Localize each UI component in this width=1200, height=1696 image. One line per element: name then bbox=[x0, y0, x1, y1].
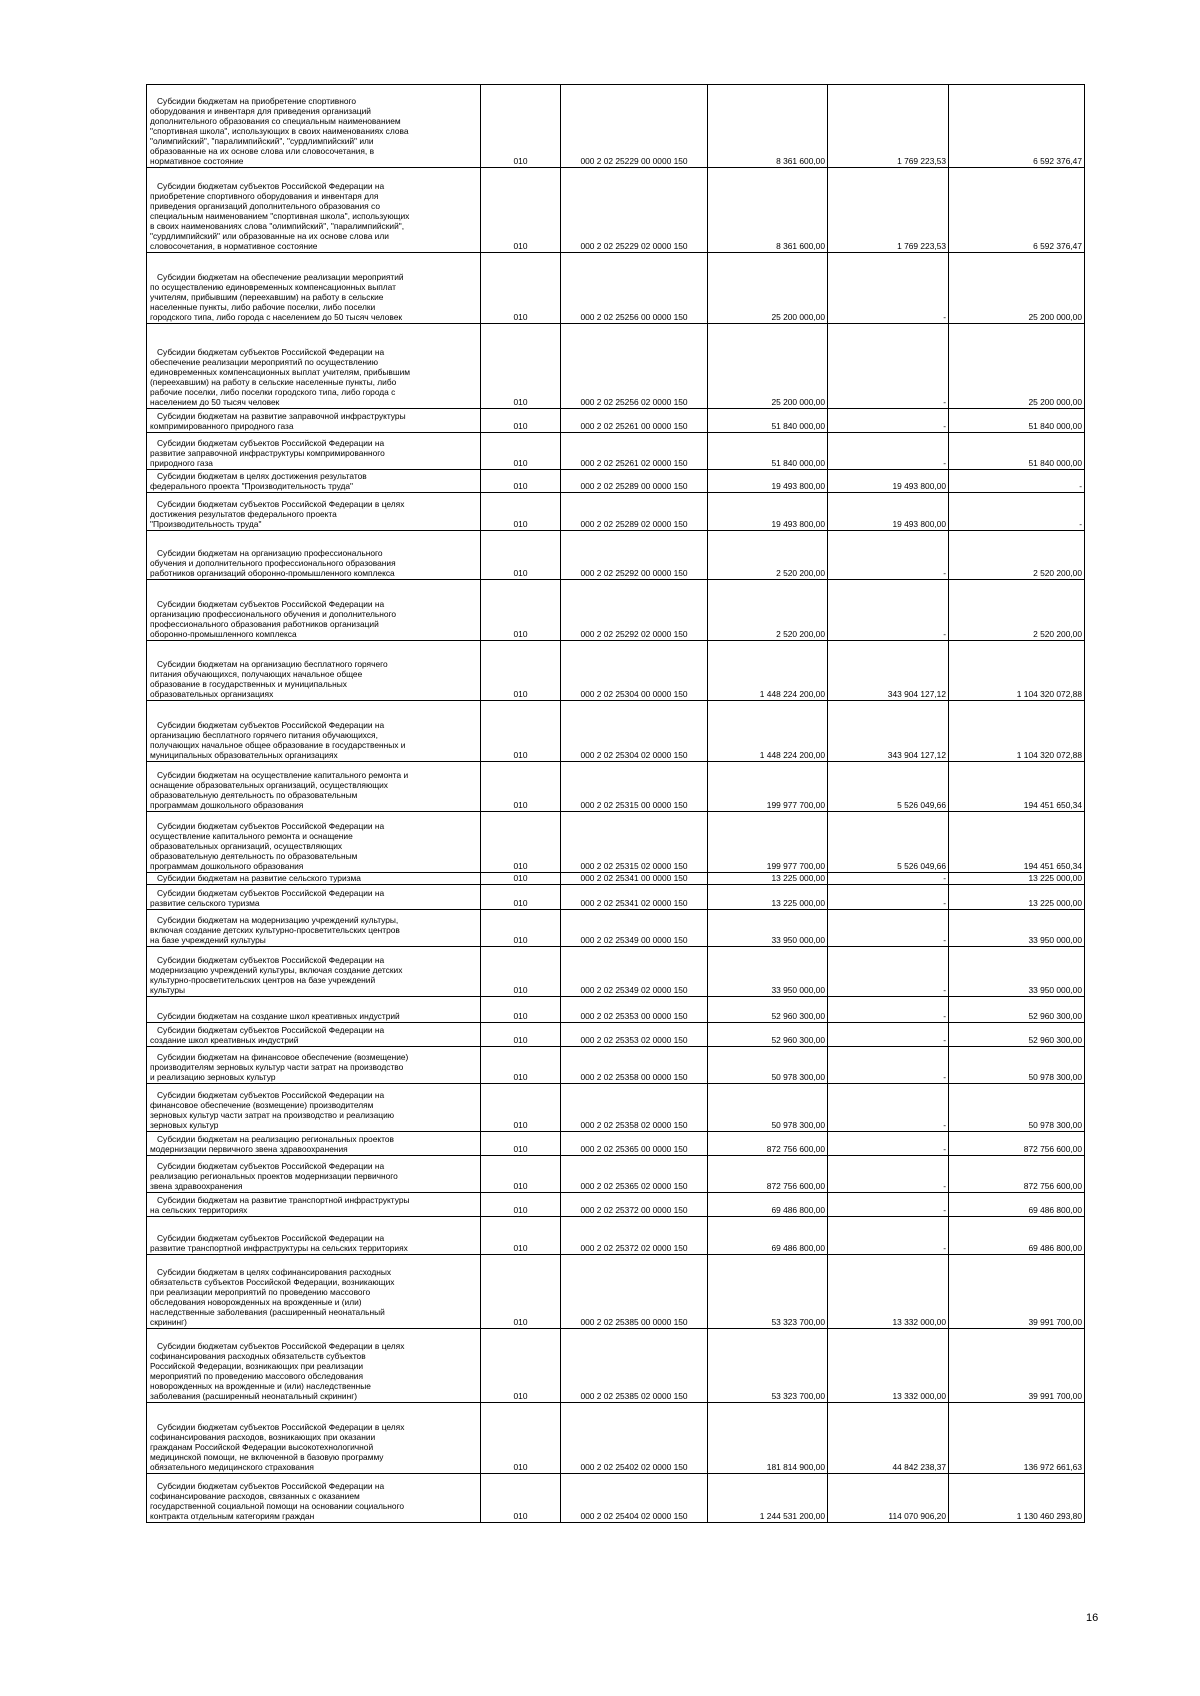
row-approved-cell: 1 448 224 200,00 bbox=[708, 701, 828, 762]
row-approved-cell: 1 244 531 200,00 bbox=[708, 1474, 828, 1523]
row-remaining-cell: 39 991 700,00 bbox=[949, 1329, 1085, 1403]
row-name-text: Субсидии бюджетам на создание школ креативных индустрий bbox=[157, 1011, 400, 1021]
row-name-text: Субсидии бюджетам на развитие заправочной инфраструктуры компримированного природного газа bbox=[150, 411, 406, 431]
row-name-text: Субсидии бюджетам субъектов Российской Федерации в целях софинансирования расходов, возникающих при оказании гражданам Российской Федерации высокотехнологичной медицинской помощи, не включенной в базовую программу обязательного медицинского страхования bbox=[150, 1422, 405, 1472]
row-remaining-cell: 52 960 300,00 bbox=[949, 1023, 1085, 1047]
row-name-cell bbox=[147, 1156, 481, 1193]
row-name-text: Субсидии бюджетам на организацию профессионального обучения и дополнительного профессионального образования работников организаций оборонно-промышленного комплекса bbox=[150, 548, 396, 578]
row-name-text: Субсидии бюджетам субъектов Российской Федерации на развитие транспортной инфраструктуры на сельских территориях bbox=[150, 1233, 408, 1253]
row-name-text: Субсидии бюджетам в целях софинансирования расходных обязательств субъектов Российской Федерации, возникающих при реализации мероприятий по проведению массового обследования новорожденных на врожденные и (или) наследственные заболевания (расширенный неонатальный скрининг) bbox=[150, 1267, 395, 1327]
row-kbk-cell: 000 2 02 25341 02 0000 150 bbox=[561, 885, 708, 910]
row-kbk-cell: 000 2 02 25349 00 0000 150 bbox=[561, 910, 708, 947]
row-name-cell bbox=[147, 885, 481, 910]
row-name-cell bbox=[147, 762, 481, 812]
row-code-cell: 010 bbox=[481, 1193, 561, 1217]
table-row bbox=[147, 885, 1085, 910]
row-remaining-cell: 194 451 650,34 bbox=[949, 812, 1085, 873]
row-executed-cell: - bbox=[828, 580, 949, 641]
row-approved-cell: 69 486 800,00 bbox=[708, 1217, 828, 1255]
row-code-cell: 010 bbox=[481, 1023, 561, 1047]
row-code-cell: 010 bbox=[481, 701, 561, 762]
row-name-cell bbox=[147, 997, 481, 1023]
row-remaining-cell: 39 991 700,00 bbox=[949, 1255, 1085, 1329]
row-executed-cell: - bbox=[828, 885, 949, 910]
row-remaining-cell: 33 950 000,00 bbox=[949, 910, 1085, 947]
row-code-cell: 010 bbox=[481, 1474, 561, 1523]
row-approved-cell: 25 200 000,00 bbox=[708, 253, 828, 324]
row-executed-cell: - bbox=[828, 433, 949, 470]
row-kbk-cell: 000 2 02 25292 02 0000 150 bbox=[561, 580, 708, 641]
table-row bbox=[147, 1023, 1085, 1047]
row-approved-cell: 1 448 224 200,00 bbox=[708, 641, 828, 701]
row-remaining-cell: - bbox=[949, 493, 1085, 531]
row-code-cell: 010 bbox=[481, 324, 561, 409]
table-row bbox=[147, 641, 1085, 701]
row-code-cell: 010 bbox=[481, 947, 561, 997]
row-code-cell: 010 bbox=[481, 409, 561, 433]
row-name-text: Субсидии бюджетам субъектов Российской Федерации на развитие заправочной инфраструктуры компримированного природного газа bbox=[150, 438, 385, 468]
row-code-cell: 010 bbox=[481, 1132, 561, 1156]
row-remaining-cell: 1 104 320 072,88 bbox=[949, 641, 1085, 701]
table-row bbox=[147, 168, 1085, 253]
row-approved-cell: 53 323 700,00 bbox=[708, 1255, 828, 1329]
row-remaining-cell: 6 592 376,47 bbox=[949, 85, 1085, 168]
row-name-cell bbox=[147, 580, 481, 641]
row-name-text: Субсидии бюджетам на финансовое обеспечение (возмещение) производителям зерновых культур части затрат на производство и реализацию зерновых культур bbox=[150, 1052, 409, 1082]
row-name-text: Субсидии бюджетам субъектов Российской Федерации на организацию бесплатного горячего питания обучающихся, получающих начальное общее образование в государственных и муниципальных образовательных организациях bbox=[150, 720, 406, 760]
row-executed-cell: - bbox=[828, 1156, 949, 1193]
row-code-cell: 010 bbox=[481, 1047, 561, 1084]
row-name-cell bbox=[147, 701, 481, 762]
table-row bbox=[147, 910, 1085, 947]
row-executed-cell: - bbox=[828, 873, 949, 885]
row-executed-cell: 44 842 238,37 bbox=[828, 1403, 949, 1474]
row-kbk-cell: 000 2 02 25304 02 0000 150 bbox=[561, 701, 708, 762]
row-remaining-cell: 2 520 200,00 bbox=[949, 531, 1085, 580]
table-row bbox=[147, 493, 1085, 531]
row-approved-cell: 25 200 000,00 bbox=[708, 324, 828, 409]
row-executed-cell: 114 070 906,20 bbox=[828, 1474, 949, 1523]
row-name-cell bbox=[147, 947, 481, 997]
row-name-cell bbox=[147, 1047, 481, 1084]
row-executed-cell: - bbox=[828, 1217, 949, 1255]
row-remaining-cell: 51 840 000,00 bbox=[949, 433, 1085, 470]
row-remaining-cell: 194 451 650,34 bbox=[949, 762, 1085, 812]
row-executed-cell: - bbox=[828, 947, 949, 997]
row-name-text: Субсидии бюджетам на осуществление капитального ремонта и оснащение образовательных организаций, осуществляющих образовательную деятельность по образовательным программам дошкольного образования bbox=[150, 770, 409, 810]
row-executed-cell: 13 332 000,00 bbox=[828, 1329, 949, 1403]
row-remaining-cell: 50 978 300,00 bbox=[949, 1084, 1085, 1132]
table-row bbox=[147, 1217, 1085, 1255]
table-row bbox=[147, 1403, 1085, 1474]
row-name-cell bbox=[147, 1217, 481, 1255]
row-remaining-cell: 872 756 600,00 bbox=[949, 1132, 1085, 1156]
row-executed-cell: 5 526 049,66 bbox=[828, 812, 949, 873]
row-remaining-cell: 25 200 000,00 bbox=[949, 253, 1085, 324]
row-kbk-cell: 000 2 02 25315 00 0000 150 bbox=[561, 762, 708, 812]
row-executed-cell: 1 769 223,53 bbox=[828, 168, 949, 253]
row-approved-cell: 69 486 800,00 bbox=[708, 1193, 828, 1217]
row-executed-cell: - bbox=[828, 910, 949, 947]
row-remaining-cell: 6 592 376,47 bbox=[949, 168, 1085, 253]
row-code-cell: 010 bbox=[481, 470, 561, 493]
row-code-cell: 010 bbox=[481, 493, 561, 531]
row-name-cell bbox=[147, 433, 481, 470]
row-kbk-cell: 000 2 02 25256 00 0000 150 bbox=[561, 253, 708, 324]
row-name-cell bbox=[147, 470, 481, 493]
row-name-cell bbox=[147, 85, 481, 168]
row-remaining-cell: 872 756 600,00 bbox=[949, 1156, 1085, 1193]
table-row bbox=[147, 433, 1085, 470]
row-remaining-cell: 1 104 320 072,88 bbox=[949, 701, 1085, 762]
row-code-cell: 010 bbox=[481, 910, 561, 947]
row-remaining-cell: 50 978 300,00 bbox=[949, 1047, 1085, 1084]
table-row bbox=[147, 873, 1085, 885]
row-name-cell bbox=[147, 1084, 481, 1132]
row-name-text: Субсидии бюджетам субъектов Российской Федерации на финансовое обеспечение (возмещение) производителям зерновых культур части затрат на производство и реализацию зерновых культур bbox=[150, 1090, 395, 1130]
row-executed-cell: 19 493 800,00 bbox=[828, 493, 949, 531]
table-row bbox=[147, 1156, 1085, 1193]
row-executed-cell: - bbox=[828, 409, 949, 433]
row-name-cell bbox=[147, 493, 481, 531]
row-approved-cell: 52 960 300,00 bbox=[708, 997, 828, 1023]
row-name-text: Субсидии бюджетам на развитие транспортной инфраструктуры на сельских территориях bbox=[150, 1195, 410, 1215]
row-name-text: Субсидии бюджетам субъектов Российской Федерации на создание школ креативных индустрий bbox=[150, 1025, 385, 1045]
row-code-cell: 010 bbox=[481, 997, 561, 1023]
row-approved-cell: 19 493 800,00 bbox=[708, 493, 828, 531]
row-name-cell bbox=[147, 641, 481, 701]
row-name-text: Субсидии бюджетам субъектов Российской Федерации на обеспечение реализации мероприятий по осуществлению единовременных компенсационных выплат учителям, прибывшим (переехавшим) на работу в сельские населенные пункты, либо рабочие поселки, либо поселки городского типа, либо города с населением до 50 тысяч человек bbox=[150, 347, 411, 407]
table-row bbox=[147, 1329, 1085, 1403]
row-kbk-cell: 000 2 02 25353 00 0000 150 bbox=[561, 997, 708, 1023]
row-name-cell bbox=[147, 1193, 481, 1217]
row-approved-cell: 181 814 900,00 bbox=[708, 1403, 828, 1474]
table-row bbox=[147, 324, 1085, 409]
table-row bbox=[147, 580, 1085, 641]
budget-revenue-table bbox=[146, 84, 1085, 1523]
table-row bbox=[147, 531, 1085, 580]
row-name-cell bbox=[147, 531, 481, 580]
row-executed-cell: 343 904 127,12 bbox=[828, 641, 949, 701]
row-name-text: Субсидии бюджетам на реализацию региональных проектов модернизации первичного звена здравоохранения bbox=[150, 1134, 394, 1154]
row-remaining-cell: 33 950 000,00 bbox=[949, 947, 1085, 997]
row-approved-cell: 2 520 200,00 bbox=[708, 531, 828, 580]
row-code-cell: 010 bbox=[481, 1217, 561, 1255]
row-executed-cell: - bbox=[828, 1084, 949, 1132]
row-name-cell bbox=[147, 324, 481, 409]
row-code-cell: 010 bbox=[481, 1255, 561, 1329]
row-executed-cell: 5 526 049,66 bbox=[828, 762, 949, 812]
row-name-text: Субсидии бюджетам в целях достижения результатов федерального проекта "Производительность труда" bbox=[150, 471, 367, 491]
row-remaining-cell: 13 225 000,00 bbox=[949, 873, 1085, 885]
row-kbk-cell: 000 2 02 25358 02 0000 150 bbox=[561, 1084, 708, 1132]
row-approved-cell: 19 493 800,00 bbox=[708, 470, 828, 493]
row-approved-cell: 13 225 000,00 bbox=[708, 873, 828, 885]
table-row bbox=[147, 997, 1085, 1023]
row-code-cell: 010 bbox=[481, 85, 561, 168]
row-kbk-cell: 000 2 02 25304 00 0000 150 bbox=[561, 641, 708, 701]
row-kbk-cell: 000 2 02 25292 00 0000 150 bbox=[561, 531, 708, 580]
row-kbk-cell: 000 2 02 25365 02 0000 150 bbox=[561, 1156, 708, 1193]
row-name-cell bbox=[147, 1403, 481, 1474]
row-kbk-cell: 000 2 02 25229 02 0000 150 bbox=[561, 168, 708, 253]
row-name-cell bbox=[147, 1255, 481, 1329]
row-kbk-cell: 000 2 02 25353 02 0000 150 bbox=[561, 1023, 708, 1047]
table-row bbox=[147, 1255, 1085, 1329]
row-approved-cell: 51 840 000,00 bbox=[708, 409, 828, 433]
row-approved-cell: 51 840 000,00 bbox=[708, 433, 828, 470]
row-name-cell bbox=[147, 873, 481, 885]
row-approved-cell: 52 960 300,00 bbox=[708, 1023, 828, 1047]
row-name-text: Субсидии бюджетам субъектов Российской Федерации на реализацию региональных проектов модернизации первичного звена здравоохранения bbox=[150, 1161, 398, 1191]
table-row bbox=[147, 947, 1085, 997]
row-kbk-cell: 000 2 02 25289 02 0000 150 bbox=[561, 493, 708, 531]
row-kbk-cell: 000 2 02 25372 02 0000 150 bbox=[561, 1217, 708, 1255]
row-code-cell: 010 bbox=[481, 433, 561, 470]
row-approved-cell: 33 950 000,00 bbox=[708, 947, 828, 997]
row-remaining-cell: 69 486 800,00 bbox=[949, 1193, 1085, 1217]
row-remaining-cell: 136 972 661,63 bbox=[949, 1403, 1085, 1474]
row-executed-cell: - bbox=[828, 1023, 949, 1047]
row-code-cell: 010 bbox=[481, 873, 561, 885]
row-approved-cell: 8 361 600,00 bbox=[708, 168, 828, 253]
row-remaining-cell: 2 520 200,00 bbox=[949, 580, 1085, 641]
row-executed-cell: - bbox=[828, 531, 949, 580]
row-kbk-cell: 000 2 02 25385 02 0000 150 bbox=[561, 1329, 708, 1403]
row-name-text: Субсидии бюджетам субъектов Российской Федерации в целях софинансирования расходных обязательств субъектов Российской Федерации, возникающих при реализации мероприятий по проведению массового обследования новорожденных на врожденные и (или) наследственные заболевания (расширенный неонатальный скрининг) bbox=[150, 1341, 405, 1401]
row-kbk-cell: 000 2 02 25404 02 0000 150 bbox=[561, 1474, 708, 1523]
row-approved-cell: 50 978 300,00 bbox=[708, 1047, 828, 1084]
row-name-text: Субсидии бюджетам субъектов Российской Федерации на организацию профессионального обучения и дополнительного профессионального образования работников организаций оборонно-промышленного комплекса bbox=[150, 599, 397, 639]
row-name-text: Субсидии бюджетам субъектов Российской Федерации на софинансирование расходов, связанных с оказанием государственной социальной помощи на основании социального контракта отдельным категориям граждан bbox=[150, 1481, 405, 1521]
row-remaining-cell: 25 200 000,00 bbox=[949, 324, 1085, 409]
row-kbk-cell: 000 2 02 25289 00 0000 150 bbox=[561, 470, 708, 493]
row-kbk-cell: 000 2 02 25358 00 0000 150 bbox=[561, 1047, 708, 1084]
row-remaining-cell: 1 130 460 293,80 bbox=[949, 1474, 1085, 1523]
row-code-cell: 010 bbox=[481, 580, 561, 641]
row-kbk-cell: 000 2 02 25229 00 0000 150 bbox=[561, 85, 708, 168]
row-code-cell: 010 bbox=[481, 1084, 561, 1132]
table-row bbox=[147, 1047, 1085, 1084]
row-code-cell: 010 bbox=[481, 812, 561, 873]
table-row bbox=[147, 812, 1085, 873]
row-name-cell bbox=[147, 812, 481, 873]
row-kbk-cell: 000 2 02 25365 00 0000 150 bbox=[561, 1132, 708, 1156]
row-approved-cell: 33 950 000,00 bbox=[708, 910, 828, 947]
row-kbk-cell: 000 2 02 25341 00 0000 150 bbox=[561, 873, 708, 885]
table-row bbox=[147, 1193, 1085, 1217]
row-name-cell bbox=[147, 1329, 481, 1403]
row-code-cell: 010 bbox=[481, 1403, 561, 1474]
row-approved-cell: 8 361 600,00 bbox=[708, 85, 828, 168]
row-kbk-cell: 000 2 02 25349 02 0000 150 bbox=[561, 947, 708, 997]
table-row bbox=[147, 1474, 1085, 1523]
row-code-cell: 010 bbox=[481, 531, 561, 580]
row-name-text: Субсидии бюджетам на развитие сельского туризма bbox=[157, 873, 361, 883]
row-kbk-cell: 000 2 02 25315 02 0000 150 bbox=[561, 812, 708, 873]
row-kbk-cell: 000 2 02 25385 00 0000 150 bbox=[561, 1255, 708, 1329]
table-row bbox=[147, 470, 1085, 493]
table-row bbox=[147, 701, 1085, 762]
row-executed-cell: 19 493 800,00 bbox=[828, 470, 949, 493]
table-row bbox=[147, 409, 1085, 433]
row-approved-cell: 199 977 700,00 bbox=[708, 762, 828, 812]
row-code-cell: 010 bbox=[481, 1329, 561, 1403]
row-name-text: Субсидии бюджетам на приобретение спортивного оборудования и инвентаря для приведения организаций дополнительного образования со специальным наименованием "спортивная школа", использующих в своих наименованиях слова "олимпийский", "паралимпийский", "сурдлимпийский" или образованные на их основе слова или словосочетания, в нормативное состояние bbox=[150, 96, 409, 166]
table-row bbox=[147, 1132, 1085, 1156]
row-approved-cell: 53 323 700,00 bbox=[708, 1329, 828, 1403]
row-name-text: Субсидии бюджетам субъектов Российской Федерации на модернизацию учреждений культуры, включая создание детских культурно-просветительских центров на базе учреждений культуры bbox=[150, 955, 403, 995]
row-executed-cell: 1 769 223,53 bbox=[828, 85, 949, 168]
table-body bbox=[147, 85, 1085, 1523]
row-kbk-cell: 000 2 02 25256 02 0000 150 bbox=[561, 324, 708, 409]
row-name-text: Субсидии бюджетам субъектов Российской Федерации в целях достижения результатов федерального проекта "Производительность труда" bbox=[150, 499, 405, 529]
row-code-cell: 010 bbox=[481, 885, 561, 910]
table-row bbox=[147, 253, 1085, 324]
row-name-cell bbox=[147, 253, 481, 324]
row-kbk-cell: 000 2 02 25402 02 0000 150 bbox=[561, 1403, 708, 1474]
row-approved-cell: 872 756 600,00 bbox=[708, 1156, 828, 1193]
row-approved-cell: 50 978 300,00 bbox=[708, 1084, 828, 1132]
row-name-cell bbox=[147, 910, 481, 947]
row-name-text: Субсидии бюджетам на организацию бесплатного горячего питания обучающихся, получающих начальное общее образование в государственных и муниципальных образовательных организациях bbox=[150, 659, 388, 699]
row-executed-cell: - bbox=[828, 1132, 949, 1156]
row-kbk-cell: 000 2 02 25261 00 0000 150 bbox=[561, 409, 708, 433]
row-approved-cell: 199 977 700,00 bbox=[708, 812, 828, 873]
table-row bbox=[147, 85, 1085, 168]
row-code-cell: 010 bbox=[481, 253, 561, 324]
row-name-text: Субсидии бюджетам субъектов Российской Федерации на осуществление капитального ремонта и оснащение образовательных организаций, осуществляющих образовательную деятельность по образовательным программам дошкольного образования bbox=[150, 821, 385, 871]
table-row bbox=[147, 1084, 1085, 1132]
row-name-cell bbox=[147, 1474, 481, 1523]
row-executed-cell: - bbox=[828, 1047, 949, 1084]
row-approved-cell: 2 520 200,00 bbox=[708, 580, 828, 641]
row-name-text: Субсидии бюджетам на модернизацию учреждений культуры, включая создание детских культурно-просветительских центров на базе учреждений культуры bbox=[150, 915, 400, 945]
row-approved-cell: 872 756 600,00 bbox=[708, 1132, 828, 1156]
row-executed-cell: 343 904 127,12 bbox=[828, 701, 949, 762]
row-kbk-cell: 000 2 02 25261 02 0000 150 bbox=[561, 433, 708, 470]
row-remaining-cell: 52 960 300,00 bbox=[949, 997, 1085, 1023]
row-code-cell: 010 bbox=[481, 1156, 561, 1193]
row-code-cell: 010 bbox=[481, 641, 561, 701]
row-name-cell bbox=[147, 409, 481, 433]
row-executed-cell: - bbox=[828, 253, 949, 324]
row-name-text: Субсидии бюджетам на обеспечение реализации мероприятий по осуществлению единовременных компенсационных выплат учителям, прибывшим (переехавшим) на работу в сельские населенные пункты, либо рабочие поселки, либо поселки городского типа, либо города с населением до 50 тысяч человек bbox=[150, 272, 404, 322]
row-executed-cell: - bbox=[828, 324, 949, 409]
table-row bbox=[147, 762, 1085, 812]
row-approved-cell: 13 225 000,00 bbox=[708, 885, 828, 910]
row-name-cell bbox=[147, 168, 481, 253]
row-code-cell: 010 bbox=[481, 762, 561, 812]
row-remaining-cell: 51 840 000,00 bbox=[949, 409, 1085, 433]
page-number: 16 bbox=[1086, 1612, 1099, 1624]
row-remaining-cell: 69 486 800,00 bbox=[949, 1217, 1085, 1255]
row-name-text: Субсидии бюджетам субъектов Российской Федерации на развитие сельского туризма bbox=[150, 888, 385, 908]
row-kbk-cell: 000 2 02 25372 00 0000 150 bbox=[561, 1193, 708, 1217]
row-executed-cell: - bbox=[828, 1193, 949, 1217]
row-remaining-cell: - bbox=[949, 470, 1085, 493]
row-executed-cell: 13 332 000,00 bbox=[828, 1255, 949, 1329]
row-name-text: Субсидии бюджетам субъектов Российской Федерации на приобретение спортивного оборудования и инвентаря для приведения организаций дополнительного образования со специальным наименованием "спортивная школа", использующих в своих наименованиях слова "олимпийский", "паралимпийский", "сурдлимпийский" или образованные на их основе слова или словосочетания, в нормативное состояние bbox=[150, 181, 410, 251]
row-executed-cell: - bbox=[828, 997, 949, 1023]
row-code-cell: 010 bbox=[481, 168, 561, 253]
row-name-cell bbox=[147, 1023, 481, 1047]
row-remaining-cell: 13 225 000,00 bbox=[949, 885, 1085, 910]
row-name-cell bbox=[147, 1132, 481, 1156]
